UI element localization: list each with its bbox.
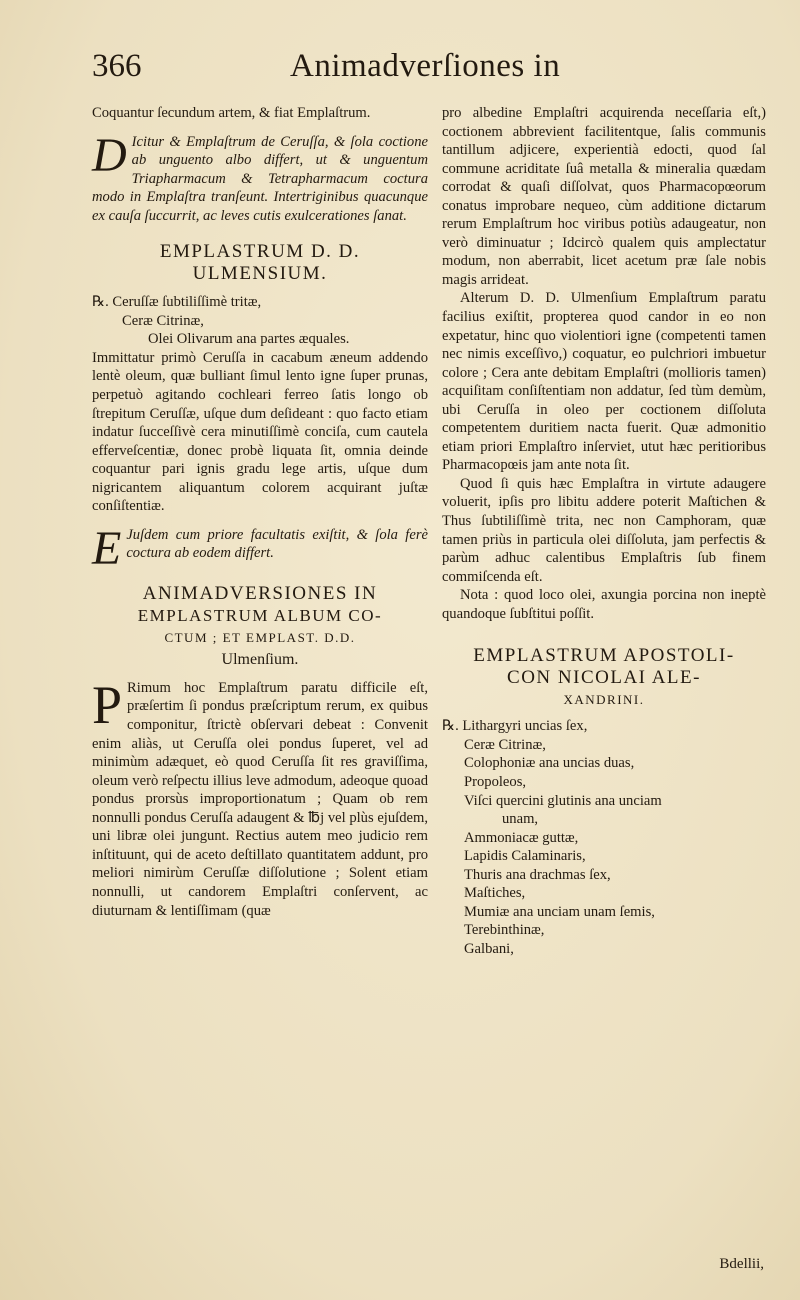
recipe-line: Ammoniacæ guttæ,	[464, 829, 579, 846]
paragraph-quod-si: Quod ſi quis hæc Emplaſtra in virtute adaugere voluerit, ipſis pro libitu addere poterit Maſtichen & Thus ſubtiliſſimè trita, nec non Camphoram, quæ tamen priùs in particula olei diſſoluta, jam perfectis & parùm adhuc calentibus Emplaſtris ſub finem commiſcenda eſt.	[442, 475, 766, 585]
recipe-line: unam,	[502, 811, 539, 828]
section-heading-apostolicon	[442, 645, 766, 711]
heading-line: EMPLASTRUM D. D.	[159, 241, 361, 263]
drop-cap: P	[92, 674, 123, 735]
recipe-line: Mumiæ ana unciam unam ſemis,	[464, 903, 655, 920]
recipe-line: Viſci quercini glutinis ana unciam	[464, 792, 662, 809]
instructions-paragraph: Immittatur primò Ceruſſa in cacabum æneum addendo lentè oleum, quæ bulliant ſimul lento igne ſuper prunas, perpetuò agitando cochleari ferreo ſatis longo ob ſtrepitum Ceruſſæ, uſque dum deſideant : quo facto etiam indatur ſucceſſivè cera minutiſſimè conciſa, cum cautela efferveſcentiæ, donec probè liquata ſit, omnia deinde coquantur pari ignis gradu lege artis, uſque dum nigricantem aliquantum colorem acquirant juſtæ conſiſtentiæ.	[92, 349, 428, 515]
recipe-line: Propoleos,	[464, 773, 527, 790]
intro-line: Coquantur ſecundum artem, & fiat Emplaſtrum.	[92, 105, 371, 121]
section-heading-animadversiones	[92, 583, 428, 671]
recipe-list	[92, 293, 428, 349]
section-heading-emplastrum-ulmensium	[92, 241, 428, 285]
recipe-line: ℞. Ceruſſæ ſubtiliſſimè tritæ,	[92, 294, 262, 311]
heading-line: XANDRINI.	[563, 692, 645, 708]
heading-line: CON NICOLAI ALE-	[507, 667, 701, 689]
continuation-paragraph: pro albedine Emplaſtri acquirenda neceſſaria eſt,) coctionem abbrevient facilitentque, ſalis communis tantillum adjicere, experientià edocti, quod ſal commune acriditate ſuâ metalla & mineralia quædam corrodat & quaſi diſſolvat, quos Pharmacopœorum conatus improbare nequeo, cùm additione dictarum rerum Emplaſtrum hoc viribus potiùs adaugeatur, non verò diminuatur ; Idcircò qualem quis amplectatur modum, non aberrabit, licet acetum præ ſale nobis magis arrideat.	[442, 105, 766, 288]
commentary-text: Juſdem cum priore facultatis exiſtit, & ſola ferè coctura ab eodem differt.	[126, 526, 428, 562]
left-column	[92, 104, 428, 920]
recipe-line: Galbani,	[464, 940, 514, 957]
recipe-line: Colophoniæ ana uncias duas,	[464, 755, 635, 772]
paragraph-nota: Nota : quod loco olei, axungia porcina non ineptè quandoque ſubſtitui poſſit.	[442, 587, 766, 622]
paragraph-alterum: Alterum D. D. Ulmenſium Emplaſtrum paratu facilius exiſtit, propterea quod candor in eo non expetatur, hinc quo violentiori igne (competenti tamen nec nimis exceſſivo,) coquatur, eo pulchriori imbuetur colore ; Cera ante debitam Emplaſtri (mollioris tamen) acquiſitam conſiſtentiam non addatur, ſed tùm demùm, ubi Ceruſſa in oleo per coctionem diſſoluta competentem duritiem nacta fuerit. Quæ admonitio etiam priori Emplaſtro inſerviet, utut hæc peritioribus Pharmacopœis jam ante nota ſit.	[442, 290, 766, 474]
commentary-paragraph-1	[92, 128, 428, 226]
recipe-list	[442, 717, 766, 958]
drop-cap: D	[92, 128, 127, 182]
recipe-line: Lapidis Calaminaris,	[464, 848, 586, 865]
recipe-line: Terebinthinæ,	[464, 922, 545, 939]
page-number: 366	[92, 48, 142, 84]
heading-line: EMPLASTRUM APOSTOLI-	[473, 645, 735, 667]
animadversio-paragraph	[92, 674, 428, 920]
heading-line: ULMENSIUM.	[192, 263, 328, 285]
page-header	[92, 48, 782, 98]
recipe-line: Ceræ Citrinæ,	[464, 736, 546, 753]
heading-line: CTUM ; ET EMPLAST. D.D.	[164, 629, 356, 645]
commentary-text: Icitur & Emplaſtrum de Ceruſſa, & ſola coctione ab unguento albo differt, ut & unguentum Triapharmacum & Tetrapharmacum coctura modo in Emplaſtra tranſeunt. Intertriginibus quacunque ex cauſa ſuccurrit, ac leves cutis exulcerationes ſanat.	[92, 133, 428, 224]
recipe-line: ℞. Lithargyri uncias ſex,	[442, 718, 588, 735]
drop-cap: E	[92, 521, 122, 575]
commentary-paragraph-2	[92, 521, 428, 575]
heading-line: Ulmenſium.	[221, 650, 299, 668]
running-head: Animadverſiones in	[290, 48, 561, 84]
right-column	[442, 104, 766, 958]
recipe-line: Ceræ Citrinæ,	[122, 312, 204, 329]
recipe-line: Olei Olivarum ana partes æquales.	[148, 331, 350, 348]
heading-line: EMPLASTRUM ALBUM CO-	[137, 605, 383, 625]
recipe-line: Thuris ana drachmas ſex,	[464, 866, 611, 883]
catchword: Bdellii,	[719, 1256, 764, 1272]
heading-line: ANIMADVERSIONES IN	[142, 582, 378, 604]
recipe-line: Maſtiches,	[464, 885, 526, 902]
animadversio-text: Rimum hoc Emplaſtrum paratu difficile eſt, præſertim ſi pondus præſcriptum rerum, ex quibus componitur, ſtrictè obſervari debeat : Convenit enim aliàs, ut Ceruſſa olei pondus ſuperet, vel ad minimùm adæquet, eò quod Ceruſſa ſit res graviſſima, oleum verò reſpectu illius leve admodum, adeoque quoad pondus prorsùs improportionatum ; Quam ob rem nonnulli pondus Ceruſſa adaugent & ℔j vel plùs ejuſdem, uni libræ olei jungunt. Rectius autem meo judicio rem inſtituunt, qui de aceto deſtillato quantitatem addunt, pro meliori nimirùm Ceruſſæ diſſolutione ; Solent etiam nonnulli, ut candorem Emplaſtri conſervent, ac diuturnam & lentiſſimam (quæ	[92, 679, 428, 919]
